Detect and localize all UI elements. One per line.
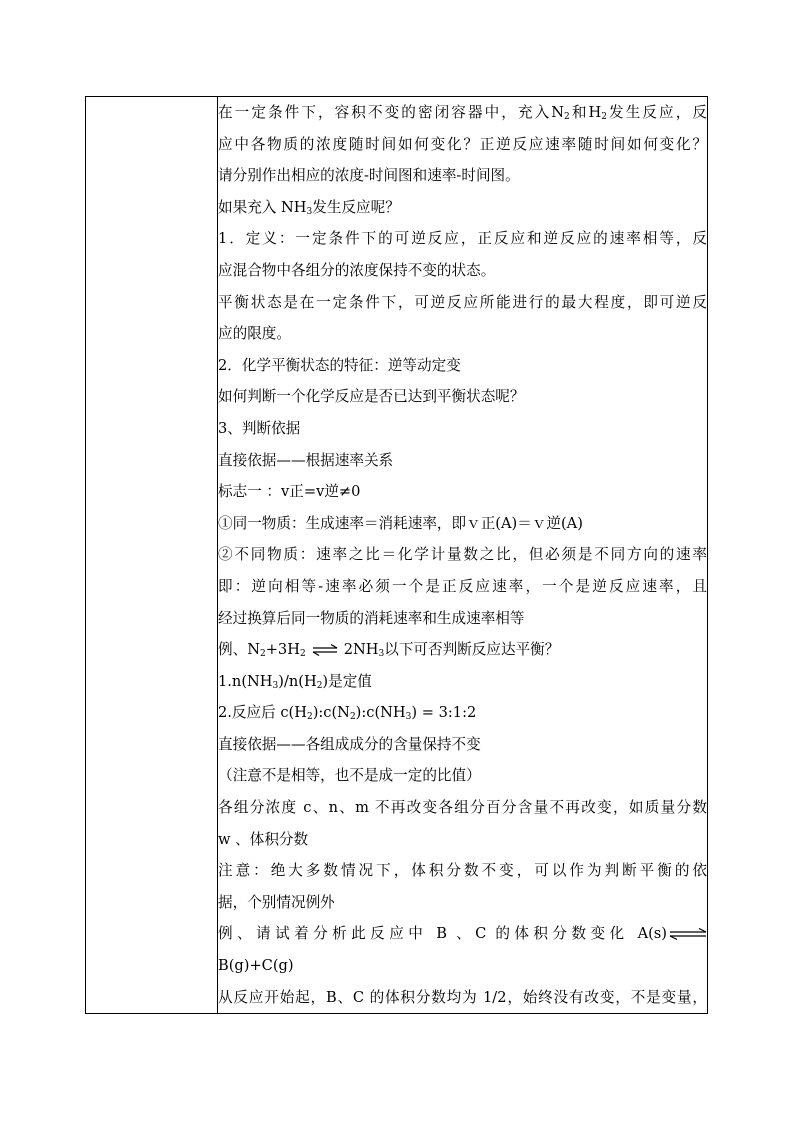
text-line: 如何判断一个化学反应是否已达到平衡状态呢？ (218, 388, 525, 406)
left-column-cell (86, 97, 218, 1014)
text-line: 3、判断依据 (218, 419, 301, 437)
text-line: 直接依据——各组成成分的含量保持不变 (218, 735, 481, 753)
text-line: ①同一物质：生成速率＝消耗速率，即ｖ正(A)＝ｖ逆(A) (218, 514, 583, 532)
text-line: 直接依据——根据速率关系 (218, 451, 394, 469)
text-line: 1．定义：一定条件下的可逆反应，正反应和逆反应的速率相等，反 (218, 230, 707, 248)
text-line: 据，个别情况例外 (218, 893, 335, 911)
text-line: 平衡状态是在一定条件下，可逆反应所能进行的最大程度，即可逆反 (218, 293, 707, 311)
text-line: （注意不是相等，也不是成一定的比值） (218, 767, 481, 785)
text-line: 经过换算后同一物质的消耗速率和生成速率相等 (218, 609, 525, 627)
reversible-arrow-icon (669, 928, 707, 940)
text-line: 应的限度。 (218, 325, 291, 343)
text-line: 2．化学平衡状态的特征：逆等动定变 (218, 356, 461, 374)
text-line: 如果充入 $NH_3$发生反应呢？ (218, 198, 400, 217)
text-line: B(g)+C(g) (218, 957, 294, 975)
text-line: ②不同物质：速率之比＝化学计量数之比，但必须是不同方向的速率 (218, 546, 707, 564)
text-line: 例、请试着分析此反应中 B 、C 的体积分数变化 A(s) (218, 918, 707, 950)
text-line: 从反应开始起，B、C 的体积分数均为 1/2，始终没有改变，不是变量， (218, 988, 707, 1006)
content-cell (218, 97, 708, 1014)
text-line: 应混合物中各组分的浓度保持不变的状态。 (218, 261, 496, 279)
text-line: 注意：绝大多数情况下，体积分数不变，可以作为判断平衡的依 (218, 862, 707, 880)
text-line: 例、$N_2+3H_2$ $2NH_3$以下可否判断反应达平衡？ (218, 641, 560, 660)
text-line: 各组分浓度 c、n、m 不再改变各组分百分含量不再改变，如质量分数 (218, 799, 707, 817)
text-line: 在一定条件下，容积不变的密闭容器中，充入$N_2$和$H_2$发生反应，反 (218, 104, 707, 122)
text-line: 即：逆向相等-速率必须一个是正反应速率，一个是逆反应速率，且 (218, 577, 707, 595)
lesson-table (85, 96, 708, 1014)
text-line: 标志一 ：v正=v逆≠0 (218, 483, 361, 501)
text-line: w 、体积分数 (218, 830, 309, 848)
text-line: 应中各物质的浓度随时间如何变化？正逆反应速率随时间如何变化？ (218, 135, 707, 153)
reversible-arrow-icon (312, 644, 338, 656)
text-line: 2.反应后 $c(H_2):c(N_2):c(NH_3)$ = 3:1:2 (218, 704, 477, 723)
text-line: $1.n(NH_3)/n(H_2)$是定值 (218, 672, 372, 691)
text-line: 请分别作出相应的浓度-时间图和速率-时间图。 (218, 167, 520, 185)
